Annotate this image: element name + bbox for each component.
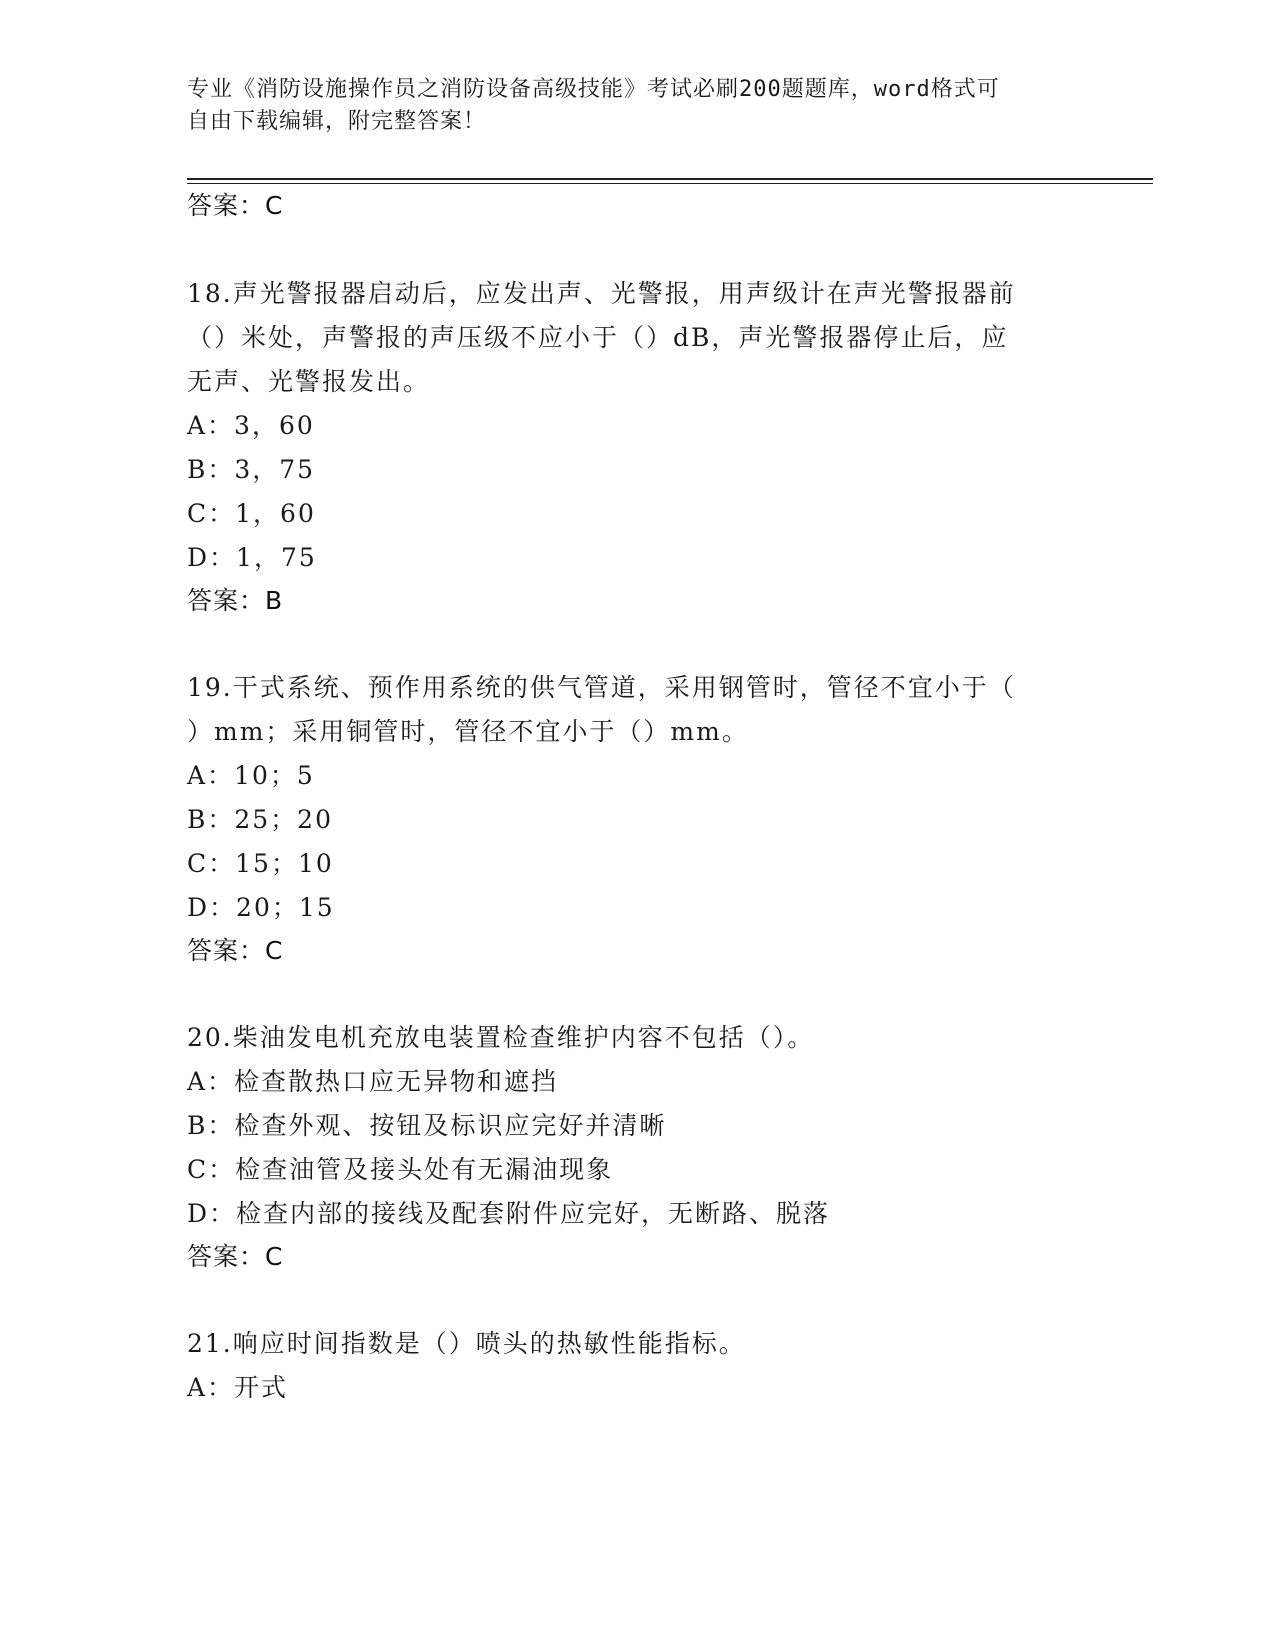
q21-text-line-1: 21.响应时间指数是（）喷头的热敏性能指标。 — [187, 1329, 746, 1358]
q20-option-d: D：检查内部的接线及配套附件应完好，无断路、脱落 — [187, 1199, 831, 1228]
header-divider-thin — [187, 183, 1153, 184]
header-line-1: 专业《消防设施操作员之消防设备高级技能》考试必刷200题题库，word格式可 — [187, 77, 1000, 102]
q20-option-a: A：检查散热口应无异物和遮挡 — [187, 1067, 559, 1096]
header-divider-thick — [187, 178, 1153, 180]
q19-option-a: A：10；5 — [187, 761, 315, 790]
q18-option-d: D：1，75 — [187, 543, 317, 572]
q21-option-a: A：开式 — [187, 1373, 289, 1402]
q20-answer: 答案：C — [187, 1242, 284, 1271]
q18-option-b: B：3，75 — [187, 455, 316, 484]
answer-previous-question: 答案：C — [187, 191, 284, 220]
header-line-2: 自由下载编辑，附完整答案！ — [187, 109, 487, 134]
q19-answer: 答案：C — [187, 936, 284, 965]
q18-text-line-1: 18.声光警报器启动后，应发出声、光警报，用声级计在声光警报器前 — [187, 279, 1016, 308]
q19-option-c: C：15；10 — [187, 849, 334, 878]
document-header — [187, 74, 1087, 138]
q19-text-line-1: 19.干式系统、预作用系统的供气管道，采用钢管时，管径不宜小于（ — [187, 673, 1016, 702]
q20-option-c: C：检查油管及接头处有无漏油现象 — [187, 1155, 614, 1184]
q18-answer: 答案：B — [187, 586, 284, 615]
q18-text-line-2: （）米处，声警报的声压级不应小于（）dB，声光警报器停止后，应 — [187, 323, 1009, 352]
q18-option-c: C：1，60 — [187, 499, 316, 528]
q18-text-line-3: 无声、光警报发出。 — [187, 367, 431, 396]
q20-option-b: B：检查外观、按钮及标识应完好并清晰 — [187, 1111, 667, 1140]
q19-option-d: D：20；15 — [187, 893, 335, 922]
q20-text-line-1: 20.柴油发电机充放电装置检查维护内容不包括（）。 — [187, 1023, 815, 1052]
q19-option-b: B：25；20 — [187, 805, 333, 834]
q18-option-a: A：3，60 — [187, 411, 315, 440]
q19-text-line-2: ）mm；采用铜管时，管径不宜小于（）mm。 — [187, 717, 749, 746]
